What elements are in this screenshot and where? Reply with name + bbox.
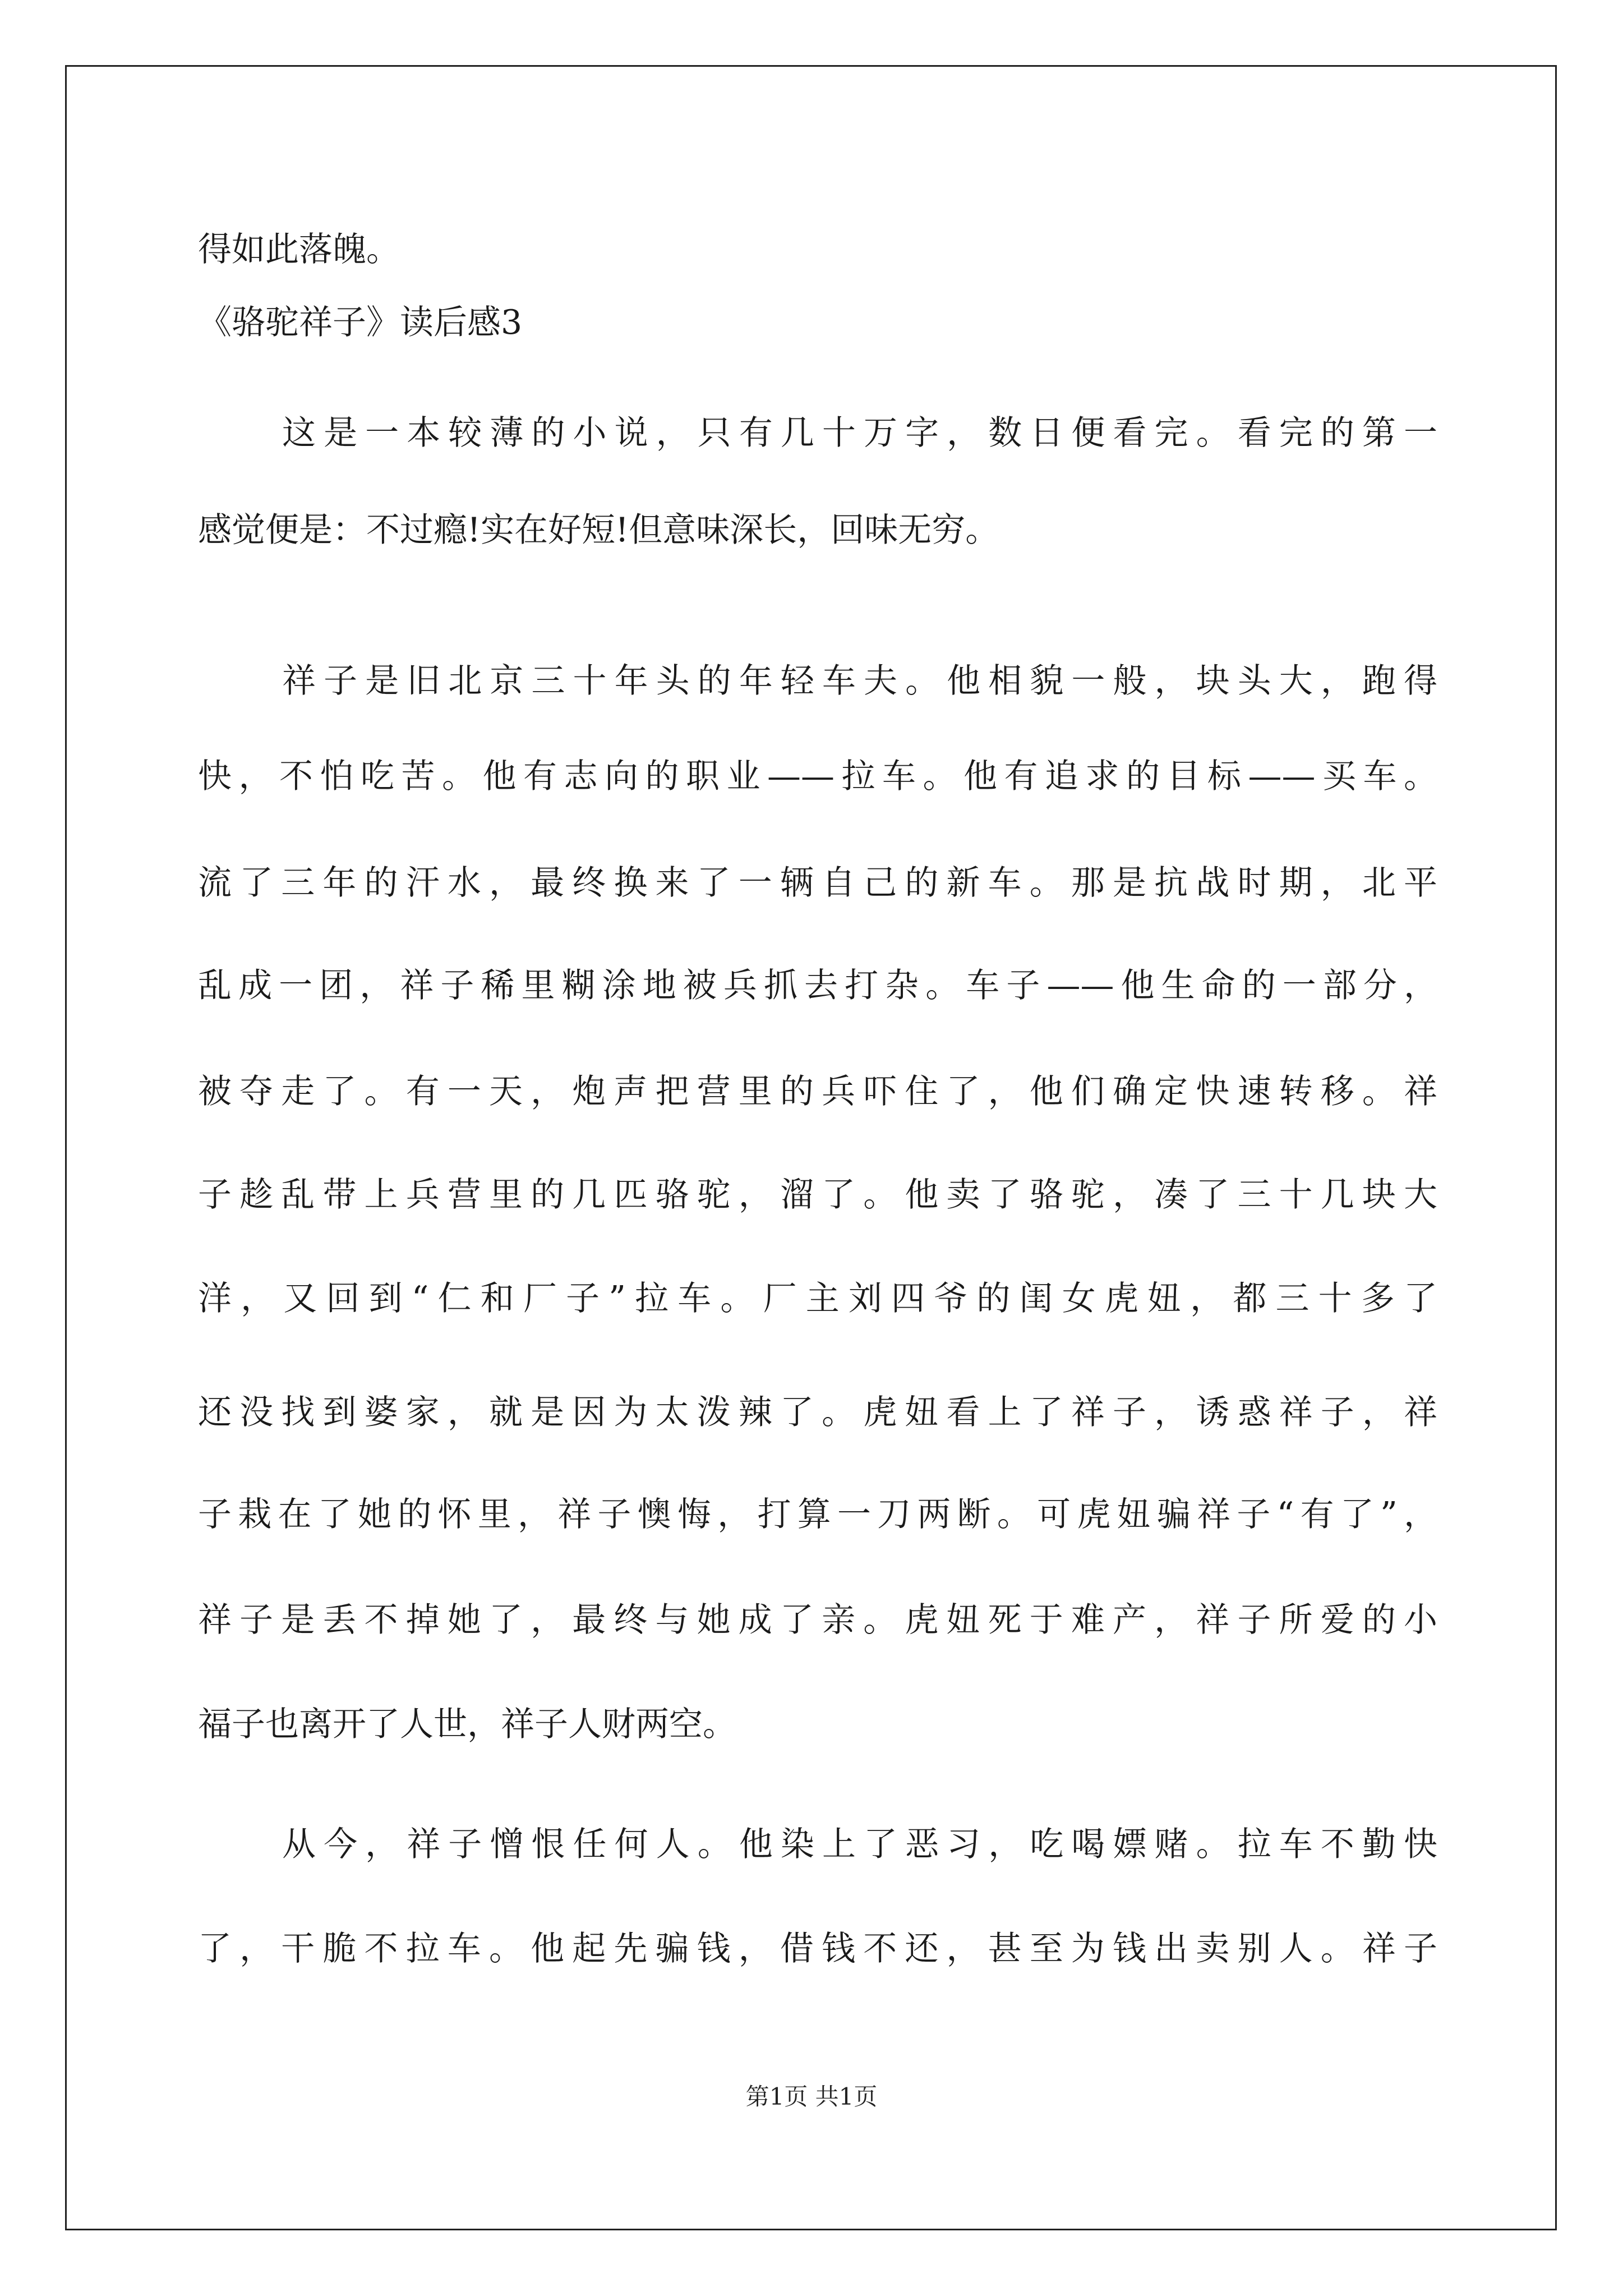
text-line: 了，干脆不拉车。他起先骗钱，借钱不还，甚至为钱出卖别人。祥子 [198,1929,1437,1968]
text-line: 感觉便是：不过瘾!实在好短!但意味深长，回味无穷。 [198,510,999,550]
text-line: 福子也离开了人世，祥子人财两空。 [198,1705,736,1744]
text-line: 还没找到婆家，就是因为太泼辣了。虎妞看上了祥子，诱惑祥子，祥 [198,1393,1437,1432]
text-line: 被夺走了。有一天，炮声把营里的兵吓住了，他们确定快速转移。祥 [198,1072,1437,1111]
text-line: 洋，又回到“仁和厂子”拉车。厂主刘四爷的闺女虎妞，都三十多了 [198,1279,1437,1318]
text-line: 从今，祥子憎恨任何人。他染上了恶习，吃喝嫖赌。拉车不勤快 [282,1825,1437,1864]
page-footer: 第1页 共1页 [745,2083,878,2110]
text-line: 流了三年的汗水，最终换来了一辆自己的新车。那是抗战时期，北平 [198,863,1437,903]
text-line: 快，不怕吃苦。他有志向的职业——拉车。他有追求的目标——买车。 [198,757,1437,796]
text-line: 乱成一团，祥子稀里糊涂地被兵抓去打杂。车子——他生命的一部分， [198,966,1437,1005]
section-title: 《骆驼祥子》读后感3 [198,303,523,342]
page-border [65,65,1557,2230]
text-line: 子趁乱带上兵营里的几匹骆驼，溜了。他卖了骆驼，凑了三十几块大 [198,1175,1437,1214]
text-line: 祥子是丢不掉她了，最终与她成了亲。虎妞死于难产，祥子所爱的小 [198,1600,1437,1640]
text-line: 这是一本较薄的小说，只有几十万字，数日便看完。看完的第一 [282,413,1437,453]
text-line: 子栽在了她的怀里，祥子懊悔，打算一刀两断。可虎妞骗祥子“有了”， [198,1495,1437,1534]
text-line: 得如此落魄。 [198,230,400,269]
text-line: 祥子是旧北京三十年头的年轻车夫。他相貌一般，块头大，跑得 [282,661,1437,701]
